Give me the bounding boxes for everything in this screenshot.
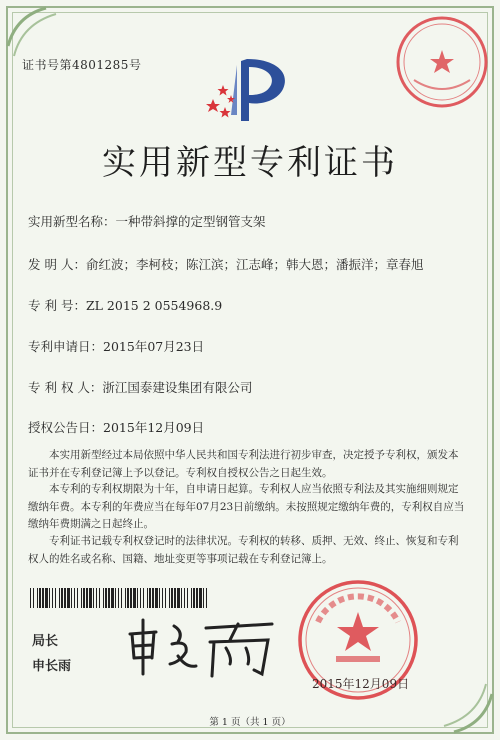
barcode-bar	[199, 588, 202, 608]
barcode-bar	[33, 588, 34, 608]
inventor-value: 俞红波；李柯枝；陈江滨；江志峰；韩大恩；潘振洋；章春旭	[85, 257, 424, 272]
agency-stamp	[394, 14, 490, 110]
barcode-bar	[99, 588, 100, 608]
barcode-bar	[115, 588, 116, 608]
barcode-bar	[152, 588, 154, 608]
barcode-bar	[177, 588, 180, 608]
barcode-bar	[103, 588, 104, 608]
barcode-bar	[155, 588, 158, 608]
barcode-bar	[118, 588, 119, 608]
barcode-bar	[105, 588, 107, 608]
barcode-bar	[49, 588, 50, 608]
barcode-bar	[64, 588, 66, 608]
barcode-bar	[149, 588, 151, 608]
barcode-bar	[108, 588, 110, 608]
barcode-bar	[187, 588, 188, 608]
barcode-bar	[30, 588, 31, 608]
barcode-bar	[93, 588, 94, 608]
barcode-bar	[83, 588, 85, 608]
body-paragraph-2: 本专利的专利权期限为十年，自申请日起算。专利权人应当依照专利法及其实施细则规定缴纳年费。本专利的年费应当在每年07月23日前缴纳。未按照规定缴纳年费的，专利权自应当缴纳年费期满之日起终止。	[28, 483, 465, 530]
patent-number-value: ZL 2015 2 0554968.9	[85, 298, 223, 313]
barcode-bar	[96, 588, 97, 608]
barcode-bar	[165, 588, 166, 608]
inventor-row	[28, 255, 423, 273]
director-signature	[122, 612, 282, 682]
barcode-bar	[171, 588, 173, 608]
barcode-bar	[111, 588, 114, 608]
barcode-bar	[81, 588, 82, 608]
patentee-value: 浙江国泰建设集团有限公司	[102, 380, 253, 395]
barcode-bar	[196, 588, 198, 608]
certificate-title: 实用新型专利证书	[102, 143, 398, 183]
barcode-bar	[162, 588, 163, 608]
body-paragraph-3: 专利证书记载专利权登记时的法律状况。专利权的转移、质押、无效、终止、恢复和专利权人的姓名或名称、国籍、地址变更等事项记载在专利登记簿上。	[28, 535, 459, 565]
barcode-bar	[169, 588, 170, 608]
utility-model-name-row	[28, 212, 266, 230]
barcode-bar	[52, 588, 53, 608]
barcode-bar	[39, 588, 41, 608]
barcode-bar	[61, 588, 63, 608]
page-number: 第 1 页（共 1 页）	[209, 717, 291, 728]
seal-date: 2015年12月09日	[312, 677, 410, 691]
barcode-bar	[42, 588, 44, 608]
patent-office-logo	[203, 55, 295, 125]
barcode-bar	[130, 588, 132, 608]
barcode	[30, 588, 210, 608]
barcode-bar	[59, 588, 60, 608]
inventor-label: 发 明 人：	[28, 257, 86, 272]
barcode-bar	[174, 588, 176, 608]
patentee-label: 专 利 权 人：	[28, 380, 103, 395]
barcode-bar	[77, 588, 78, 608]
barcode-bar	[143, 588, 144, 608]
grant-date-label: 授权公告日：	[28, 420, 104, 435]
grant-date-row	[28, 418, 204, 436]
barcode-bar	[71, 588, 72, 608]
grant-date-value: 2015年12月09日	[103, 420, 205, 435]
barcode-bar	[127, 588, 129, 608]
barcode-bar	[159, 588, 160, 608]
body-paragraph-1: 本实用新型经过本局依照中华人民共和国专利法进行初步审查，决定授予专利权，颁发本证书并在专利登记簿上予以登记。专利权自授权公告之日起生效。	[28, 449, 459, 479]
utility-model-name-label: 实用新型名称：	[28, 214, 116, 229]
filing-date-row	[28, 337, 204, 355]
barcode-bar	[121, 588, 122, 608]
certificate-number: 证书号第4801285号	[22, 58, 142, 72]
director-title: 局长	[32, 634, 59, 649]
barcode-bar	[181, 588, 182, 608]
patent-number-label: 专 利 号：	[28, 298, 86, 313]
barcode-bar	[147, 588, 148, 608]
barcode-bar	[191, 588, 192, 608]
director-name: 申长雨	[32, 659, 72, 674]
patentee-row	[28, 378, 252, 396]
barcode-bar	[203, 588, 204, 608]
barcode-bar	[206, 588, 207, 608]
barcode-bar	[125, 588, 126, 608]
barcode-bar	[89, 588, 92, 608]
barcode-bar	[184, 588, 185, 608]
barcode-bar	[193, 588, 195, 608]
barcode-bar	[45, 588, 48, 608]
barcode-bar	[140, 588, 141, 608]
barcode-bar	[67, 588, 70, 608]
filing-date-value: 2015年07月23日	[103, 339, 205, 354]
utility-model-name-value: 一种带斜撑的定型钢管支架	[115, 214, 266, 229]
barcode-bar	[37, 588, 38, 608]
patent-number-row	[28, 296, 222, 314]
filing-date-label: 专利申请日：	[28, 339, 104, 354]
barcode-bar	[74, 588, 75, 608]
barcode-bar	[55, 588, 56, 608]
barcode-bar	[86, 588, 88, 608]
barcode-bar	[137, 588, 138, 608]
barcode-bar	[133, 588, 136, 608]
